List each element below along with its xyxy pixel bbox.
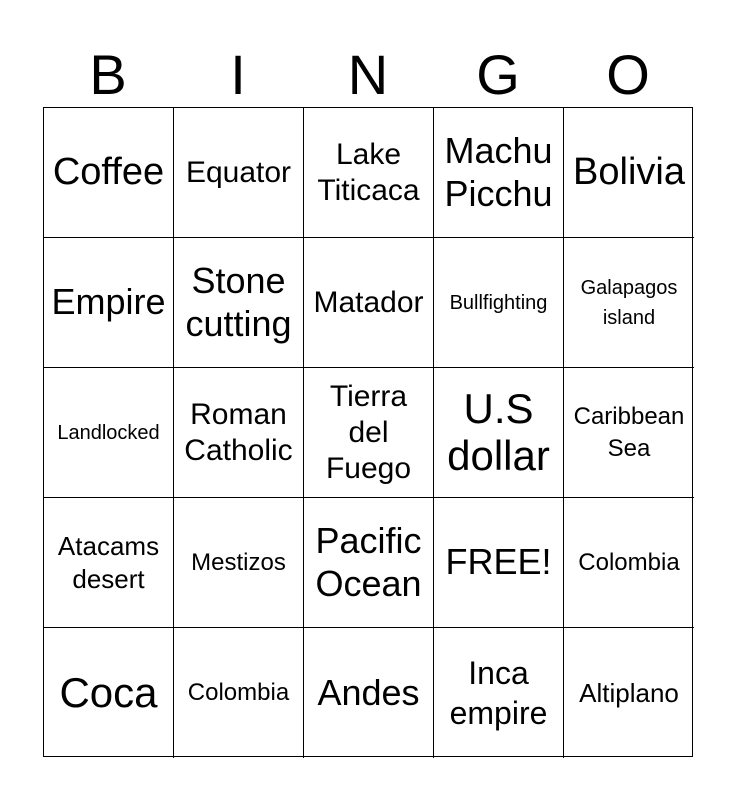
bingo-cell[interactable]: Matador bbox=[304, 238, 434, 368]
bingo-cell[interactable]: Stone cutting bbox=[174, 238, 304, 368]
bingo-cell[interactable]: Inca empire bbox=[434, 628, 564, 758]
bingo-cell[interactable]: Caribbean Sea bbox=[564, 368, 694, 498]
header-letter-n: N bbox=[347, 43, 389, 106]
bingo-cell[interactable]: Landlocked bbox=[44, 368, 174, 498]
bingo-cell[interactable]: Machu Picchu bbox=[434, 108, 564, 238]
bingo-cell[interactable]: Equator bbox=[174, 108, 304, 238]
bingo-cell[interactable]: Roman Catholic bbox=[174, 368, 304, 498]
bingo-cell[interactable]: Pacific Ocean bbox=[304, 498, 434, 628]
header-letter-i: I bbox=[230, 43, 246, 106]
bingo-cell[interactable]: Atacams desert bbox=[44, 498, 174, 628]
bingo-cell[interactable]: Bullfighting bbox=[434, 238, 564, 368]
bingo-cell[interactable]: Mestizos bbox=[174, 498, 304, 628]
bingo-cell[interactable]: Lake Titicaca bbox=[304, 108, 434, 238]
bingo-cell[interactable]: Coca bbox=[44, 628, 174, 758]
bingo-cell[interactable]: Galapagos island bbox=[564, 238, 694, 368]
bingo-grid bbox=[43, 107, 693, 757]
header-letter-g: G bbox=[476, 43, 520, 106]
bingo-cell[interactable]: Tierra del Fuego bbox=[304, 368, 434, 498]
header-letter-o: O bbox=[606, 43, 650, 106]
header-letter-b: B bbox=[89, 43, 127, 106]
bingo-cell[interactable]: Coffee bbox=[44, 108, 174, 238]
bingo-cell[interactable]: U.S dollar bbox=[434, 368, 564, 498]
bingo-cell[interactable]: Colombia bbox=[174, 628, 304, 758]
bingo-cell[interactable]: Andes bbox=[304, 628, 434, 758]
bingo-cell[interactable]: Colombia bbox=[564, 498, 694, 628]
free-space-cell[interactable]: FREE! bbox=[434, 498, 564, 628]
bingo-cell[interactable]: Bolivia bbox=[564, 108, 694, 238]
bingo-cell[interactable]: Altiplano bbox=[579, 677, 679, 708]
bingo-cell[interactable]: Empire bbox=[44, 238, 174, 368]
bingo-header bbox=[43, 44, 693, 106]
